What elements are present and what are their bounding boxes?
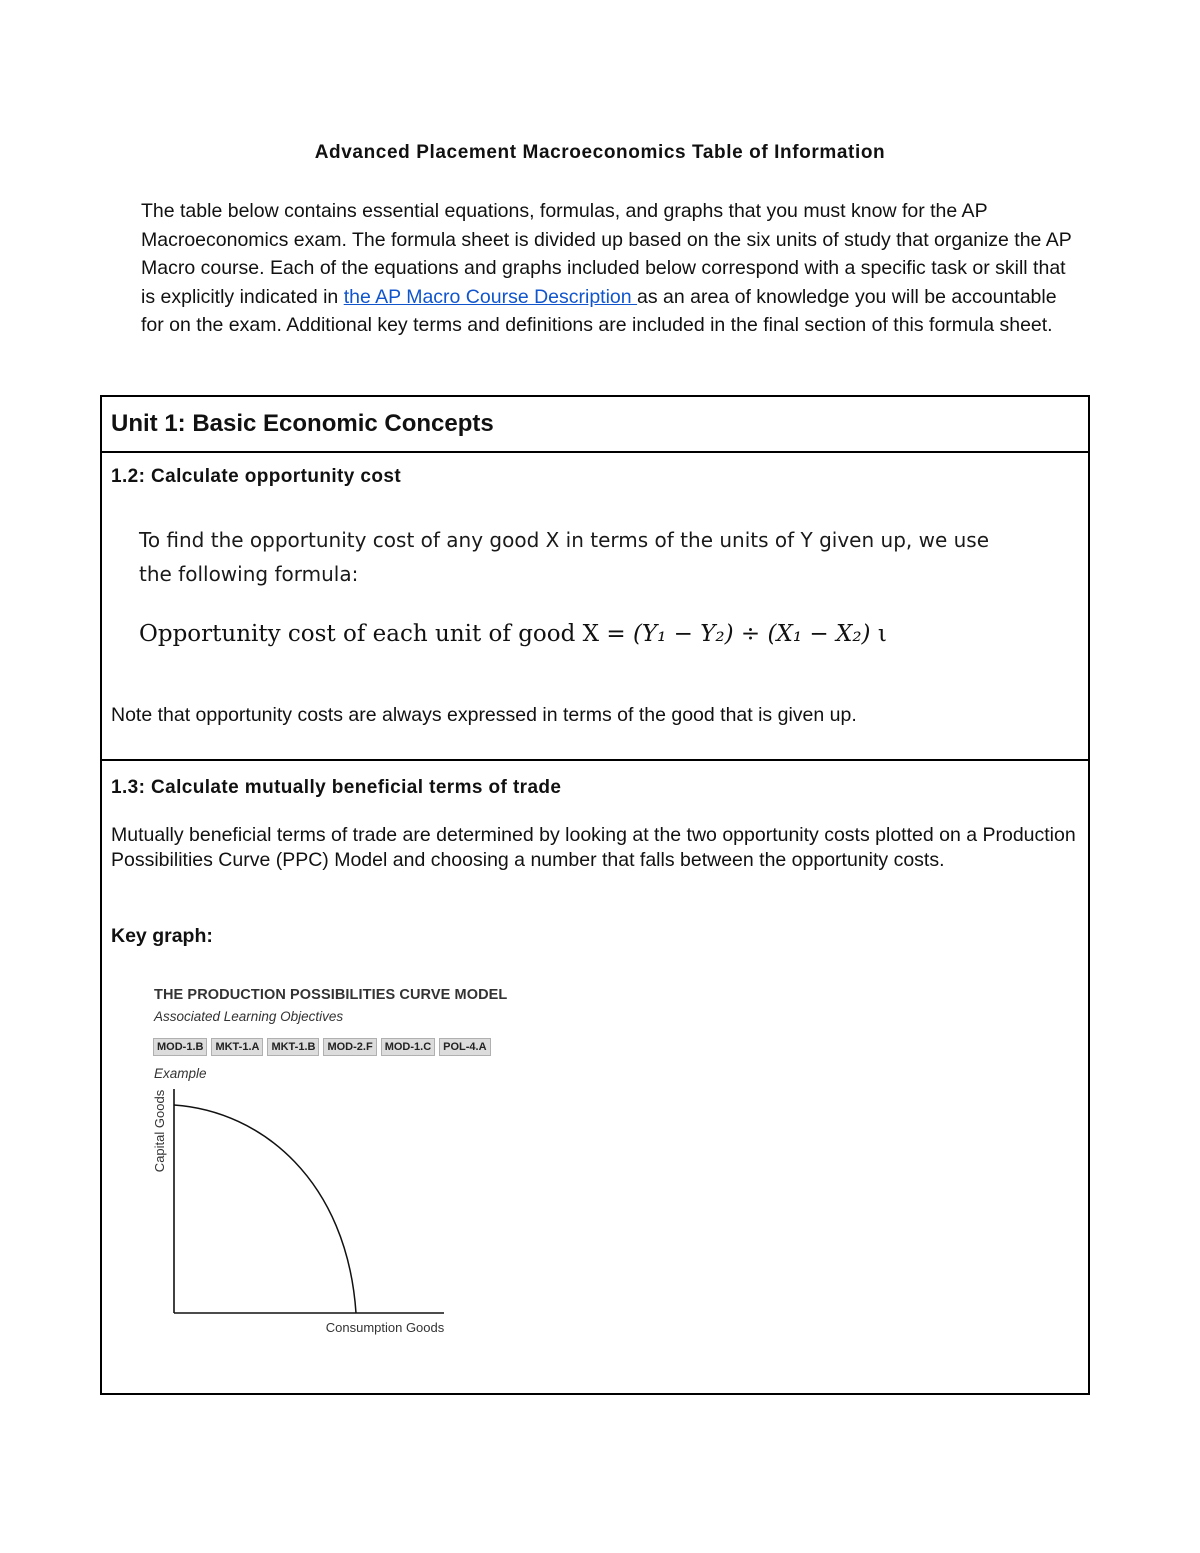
section-1-2-heading: 1.2: Calculate opportunity cost bbox=[111, 466, 402, 487]
section-1-3-heading: 1.3: Calculate mutually beneficial terms of trade bbox=[111, 777, 562, 798]
terms-of-trade-row bbox=[102, 761, 1088, 1393]
formula-text: Opportunity cost of each unit of good X = bbox=[139, 621, 633, 647]
objective-tag: MOD-1.B bbox=[153, 1038, 207, 1056]
course-description-link[interactable]: the AP Macro Course Description bbox=[343, 285, 638, 308]
objective-tag: MKT-1.A bbox=[211, 1038, 263, 1056]
opportunity-cost-formula bbox=[139, 621, 887, 647]
unit-1-title: Unit 1: Basic Economic Concepts bbox=[111, 410, 494, 437]
intro-text-before-link: The table below contains essential equations, formulas, and graphs that you must know for the AP Macroeconomics exam. The formula sheet is divided up based on the six units of study that organize the AP Macro course. Each of the equations and graphs included below correspond with a specific task or skill that is explicitly indicated in bbox=[141, 200, 1072, 308]
objective-tag: MKT-1.B bbox=[267, 1038, 319, 1056]
opportunity-cost-note: Note that opportunity costs are always expressed in terms of the good that is given up. bbox=[111, 704, 857, 726]
x-axis-label: Consumption Goods bbox=[325, 1320, 445, 1335]
terms-of-trade-body: Mutually beneficial terms of trade are determined by looking at the two opportunity costs plotted on a Production Possibilities Curve (PPC) Model and choosing a number that falls between the opportunity costs. bbox=[111, 824, 1076, 871]
intro-paragraph bbox=[141, 197, 1076, 340]
objective-tag: MOD-1.C bbox=[381, 1038, 435, 1056]
unit-1-table bbox=[100, 395, 1090, 1395]
formula-trailing: ι bbox=[870, 621, 887, 647]
learning-objective-tags bbox=[153, 1038, 491, 1056]
formula-intro-text: To find the opportunity cost of any good X in terms of the units of Y given up, we use the following formula: bbox=[139, 528, 990, 586]
page-title: Advanced Placement Macroeconomics Table of Information bbox=[314, 142, 886, 163]
opportunity-cost-row bbox=[102, 453, 1088, 761]
objective-tag: MOD-2.F bbox=[323, 1038, 376, 1056]
ppc-example-label: Example bbox=[154, 1066, 207, 1081]
formula-math: (Y₁ − Y₂) ÷ (X₁ − X₂) bbox=[632, 621, 871, 647]
unit-1-header-row bbox=[102, 397, 1088, 453]
key-graph-label: Key graph: bbox=[111, 925, 213, 947]
ppc-diagram bbox=[142, 1081, 462, 1346]
ppc-curve bbox=[174, 1105, 356, 1313]
objective-tag: POL-4.A bbox=[439, 1038, 490, 1056]
ppc-graph-title: THE PRODUCTION POSSIBILITIES CURVE MODEL bbox=[154, 987, 508, 1003]
intro-text-after-link: as an area of knowledge you will be accountable for on the exam. Additional key terms and definitions are included in the final section of this formula sheet. bbox=[141, 285, 1057, 337]
ppc-graph-subtitle: Associated Learning Objectives bbox=[154, 1009, 344, 1024]
y-axis-label: Capital Goods bbox=[152, 1089, 167, 1173]
